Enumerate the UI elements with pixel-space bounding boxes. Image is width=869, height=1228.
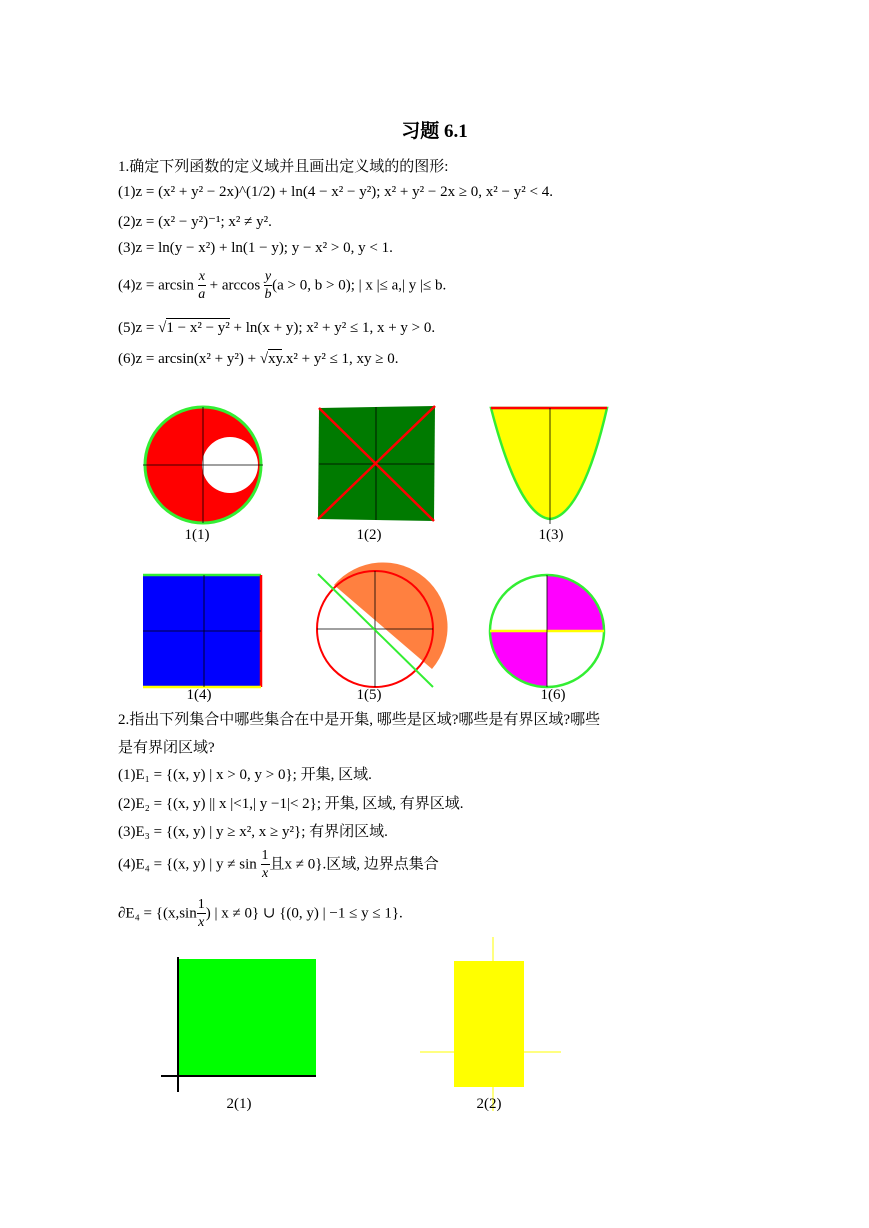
caption-2-1: 2(1): [226, 1096, 252, 1112]
rectangle-region: [454, 961, 524, 1087]
item-formula-pre: z = arcsin: [135, 277, 194, 294]
sqrt-radicand: 1 − x² − y²: [166, 320, 230, 336]
caption-1-1: 1(1): [184, 527, 210, 543]
item-label: (3): [118, 240, 136, 256]
problem1-item-5: (5)z = √1 − x² − y² + ln(x + y); x² + y² ≤ 1, x + y > 0.: [118, 320, 436, 336]
figure-1-6: [486, 572, 610, 690]
problem2-item-3: [118, 820, 388, 841]
item-formula-pre: E₄ = {(x, y) | y ≠ sin: [135, 856, 257, 873]
problem1-item-4: [118, 270, 446, 302]
item-formula: z = (x² + y² − 2x)^(1/2) + ln(4 − x² − y²); x² + y² − 2x ≥ 0, x² − y² < 4.: [135, 184, 553, 200]
figure-1-2: [316, 404, 438, 524]
problem2-item-1: [118, 763, 372, 784]
fraction-numerator: x: [198, 269, 205, 284]
problem2-item-4: [118, 849, 439, 881]
caption-1-2: 1(2): [356, 527, 382, 543]
caption-1-4: 1(4): [186, 687, 212, 703]
item-formula-mid: + arccos: [209, 277, 261, 294]
item-formula-pre: z = arcsin(x² + y²) +: [135, 351, 260, 367]
problem2-intro-line2: 是有界闭区域?: [118, 740, 215, 756]
fraction-numerator: 1: [197, 897, 205, 912]
problem1-item-6: (6)z = arcsin(x² + y²) + √xy.x² + y² ≤ 1, xy ≥ 0.: [118, 351, 399, 367]
boundary-pre: ∂E₄ = {(x,sin: [118, 905, 197, 922]
parabola-region: [491, 408, 607, 519]
item-label: (1): [118, 184, 136, 200]
item-formula-post: (a > 0, b > 0); | x |≤ a,| y |≤ b.: [272, 277, 447, 294]
caption-1-6: 1(6): [540, 687, 566, 703]
item-label: (4): [118, 856, 136, 873]
figure-2-2: [418, 935, 564, 1115]
caption-1-5: 1(5): [356, 687, 382, 703]
item-formula-post: + ln(x + y); x² + y² ≤ 1, x + y > 0.: [229, 320, 436, 336]
page-title: 习题 6.1: [401, 121, 468, 142]
figure-1-3: [488, 404, 612, 524]
fraction-denominator: x: [261, 866, 269, 881]
fraction: [197, 898, 206, 930]
fraction: [198, 270, 206, 302]
problem1-intro: 1.确定下列函数的定义域并且画出定义域的的图形:: [118, 159, 449, 175]
problem1-item-1: [118, 184, 553, 201]
item-formula: z = ln(y − x²) + ln(1 − y); y − x² > 0, y < 1.: [135, 240, 393, 256]
quadrant-region: [178, 959, 316, 1076]
item-label: (6): [118, 351, 136, 367]
fraction-denominator: x: [198, 915, 205, 930]
item-formula-post: .x² + y² ≤ 1, xy ≥ 0.: [282, 351, 399, 367]
item-label: (1): [118, 767, 136, 783]
problem2-intro-line1: 2.指出下列集合中哪些集合在中是开集, 哪些是区域?哪些是有界区域?哪些: [118, 712, 601, 728]
figure-1-4: [140, 572, 266, 690]
fraction: [264, 270, 272, 302]
problem2-item-2: [118, 792, 464, 813]
item-formula: E₂ = {(x, y) || x |<1,| y −1|< 2}; 开集, 区域, 有界区域.: [135, 796, 464, 812]
item-formula-post: 且x ≠ 0}.区域, 边界点集合: [269, 856, 439, 873]
fraction-numerator: 1: [261, 848, 269, 863]
problem2-boundary: [118, 898, 403, 930]
item-label: (4): [118, 277, 136, 294]
item-label: (2): [118, 214, 136, 230]
item-formula: E₁ = {(x, y) | x > 0, y > 0}; 开集, 区域.: [135, 767, 372, 783]
item-label: (3): [118, 824, 136, 840]
item-label: (5): [118, 320, 136, 336]
boundary-post: ) | x ≠ 0} ∪ {(0, y) | −1 ≤ y ≤ 1}.: [205, 905, 403, 922]
fraction-denominator: a: [198, 287, 206, 302]
caption-1-3: 1(3): [538, 527, 564, 543]
figure-1-1: [140, 404, 266, 524]
item-formula: z = (x² − y²)⁻¹; x² ≠ y².: [135, 214, 272, 230]
item-formula: E₃ = {(x, y) | y ≥ x², x ≥ y²}; 有界闭区域.: [135, 824, 388, 840]
fraction-numerator: y: [264, 269, 272, 284]
problem1-item-2: [118, 212, 272, 231]
sqrt-radicand: xy: [268, 351, 283, 367]
figure-1-5: [312, 568, 440, 692]
caption-2-2: 2(2): [476, 1096, 502, 1112]
problem1-item-3: [118, 240, 393, 257]
item-formula-pre: z =: [135, 320, 159, 336]
item-label: (2): [118, 796, 136, 812]
fraction-denominator: b: [264, 287, 272, 302]
fraction: [261, 849, 270, 881]
figure-2-1: [158, 954, 320, 1094]
